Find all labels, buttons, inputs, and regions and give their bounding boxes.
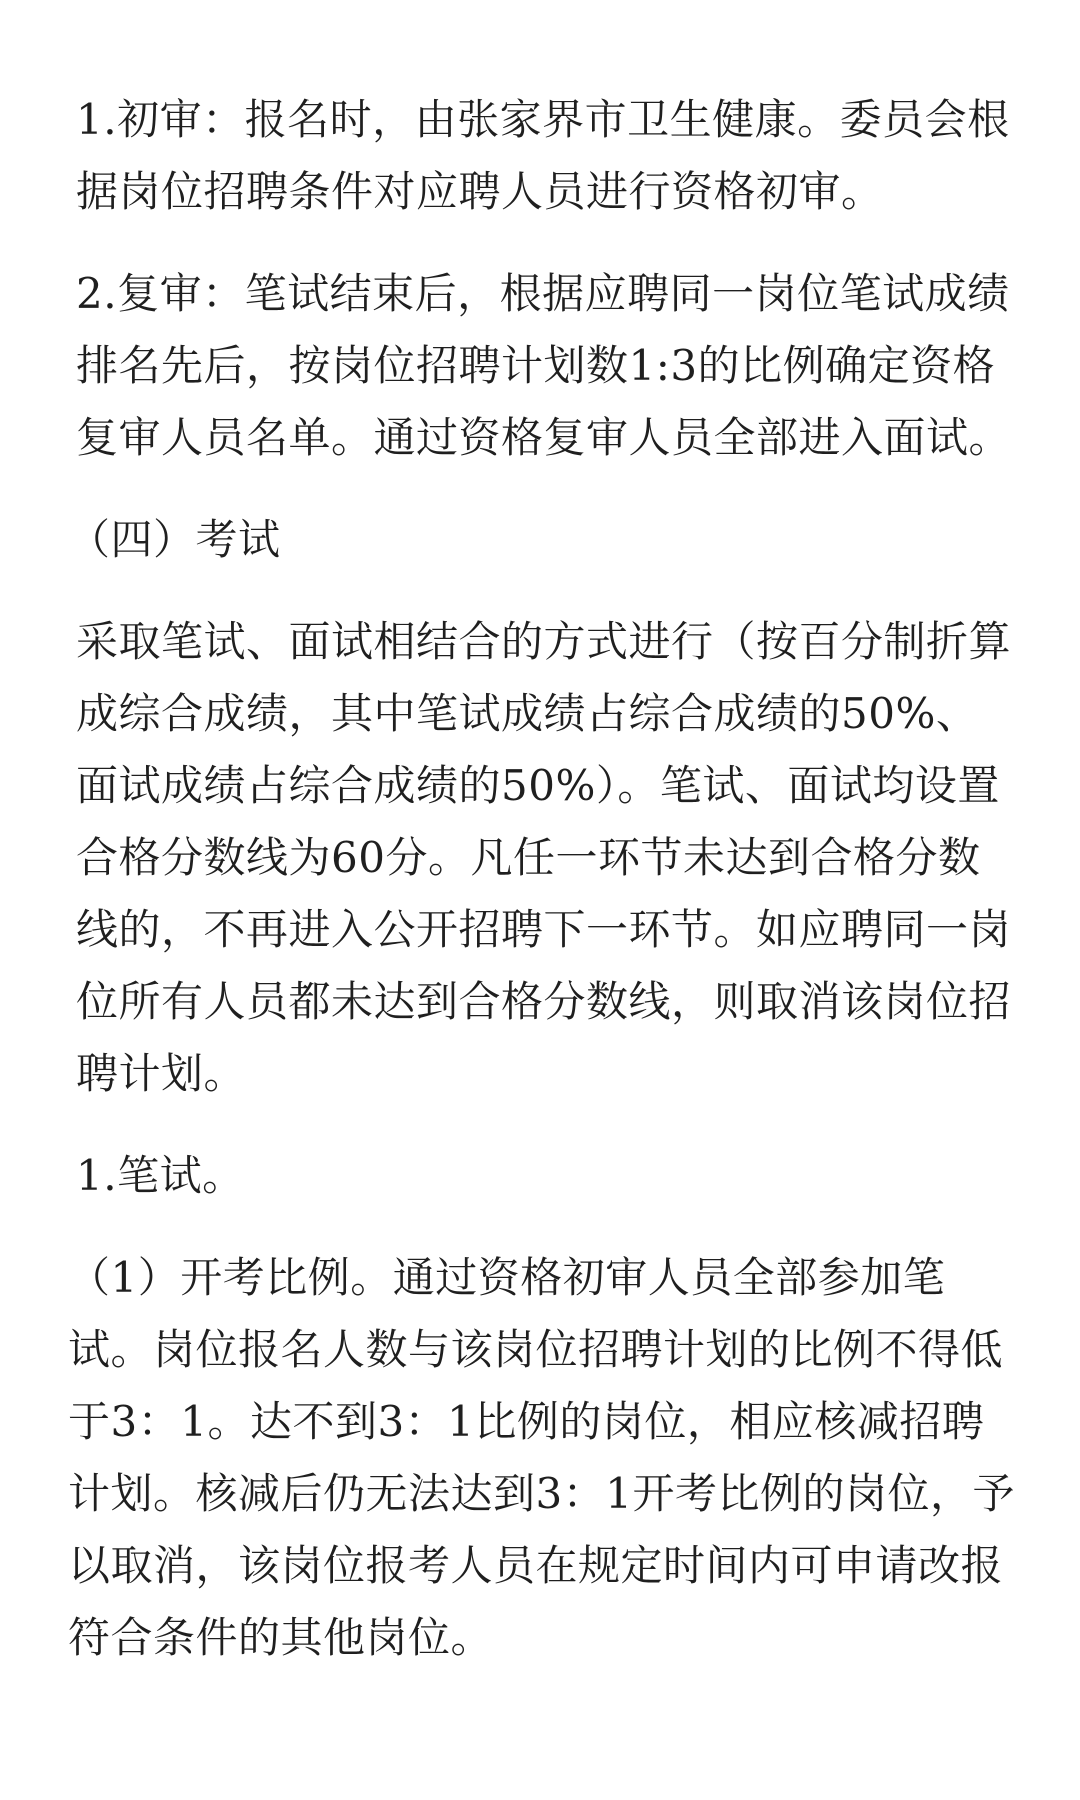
- paragraph-exam-method: 采取笔试、面试相结合的方式进行（按百分制折算成综合成绩，其中笔试成绩占综合成绩的50%、面试成绩占综合成绩的50%）。笔试、面试均设置合格分数线为60分。凡任一环节未达到合格分数线的，不再进入公开招聘下一环节。如应聘同一岗位所有人员都未达到合格分数线，则取消该岗位招聘计划。: [76, 617, 1012, 1098]
- paragraph-initial-review: 1.初审：报名时，由张家界市卫生健康。委员会根据岗位招聘条件对应聘人员进行资格初审。: [76, 95, 1010, 216]
- section-heading-exam: （四）考试: [68, 515, 281, 564]
- subheading-written-exam: 1.笔试。: [76, 1151, 245, 1200]
- paragraph-re-review: 2.复审：笔试结束后，根据应聘同一岗位笔试成绩排名先后，按岗位招聘计划数1:3的比例确定资格复审人员名单。通过资格复审人员全部进入面试。: [76, 269, 1012, 462]
- paragraph-exam-ratio: （1）开考比例。通过资格初审人员全部参加笔试。岗位报名人数与该岗位招聘计划的比例不得低于3：1。达不到3：1比例的岗位，相应核减招聘计划。核减后仍无法达到3：1开考比例的岗位，予以取消，该岗位报考人员在规定时间内可申请改报符合条件的其他岗位。: [68, 1253, 1015, 1662]
- article-body: [68, 84, 1016, 1704]
